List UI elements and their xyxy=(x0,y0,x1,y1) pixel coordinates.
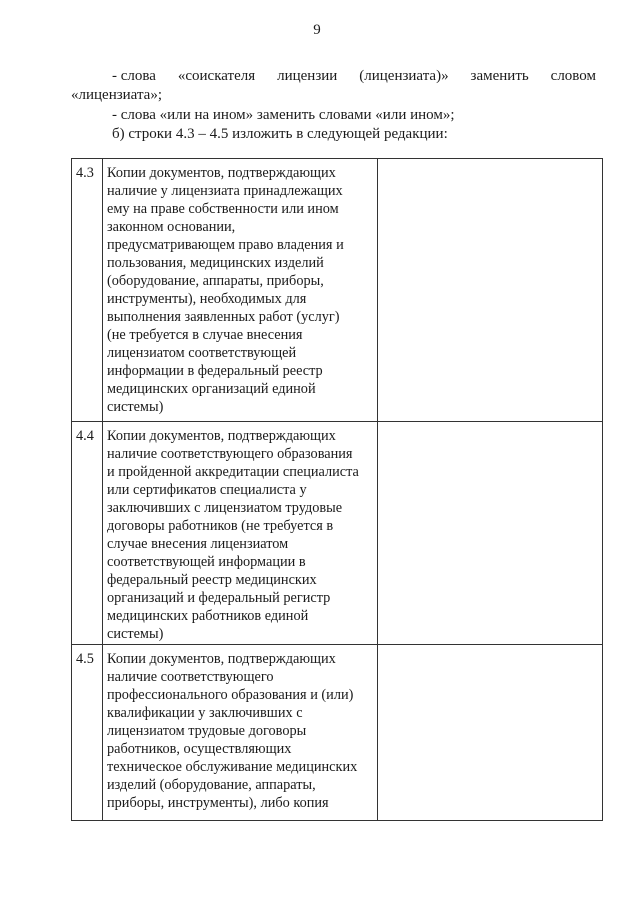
text-line: ему на праве собственности или ином xyxy=(107,201,339,217)
table-row xyxy=(72,645,603,821)
text-line: инструменты), необходимых для xyxy=(107,291,307,307)
text-line: законном основании, xyxy=(107,219,236,235)
empty-cell xyxy=(378,159,603,422)
intro-line-4: б) строки 4.3 – 4.5 изложить в следующей редакции: xyxy=(112,126,448,142)
intro-line-1 xyxy=(112,67,596,86)
text-line: договоры работников (не требуется в xyxy=(107,518,334,534)
text-line: приборы, инструменты), либо копия xyxy=(107,795,329,811)
text-line: соответствующей информации в xyxy=(107,554,306,570)
text-line: (не требуется в случае внесения xyxy=(107,327,303,343)
text-line: работников, осуществляющих xyxy=(107,741,292,757)
row-number: 4.5 xyxy=(72,645,103,821)
text-line: или сертификатов специалиста у xyxy=(107,482,307,498)
intro-word: - слова xyxy=(112,68,156,84)
table-row xyxy=(72,422,603,645)
empty-cell xyxy=(378,645,603,821)
row-number: 4.4 xyxy=(72,422,103,645)
intro-word: словом xyxy=(550,68,596,84)
text-line: выполнения заявленных работ (услуг) xyxy=(107,309,340,325)
text-line: предусматривающем право владения и xyxy=(107,237,344,253)
text-line: системы) xyxy=(107,626,164,642)
text-line: техническое обслуживание медицинских xyxy=(107,759,358,775)
intro-word: заменить xyxy=(470,68,529,84)
intro-word: «соискателя xyxy=(177,68,256,84)
row-description xyxy=(103,645,378,821)
text-line: изделий (оборудование, аппараты, xyxy=(107,777,316,793)
text-line: лицензиатом трудовые договоры xyxy=(107,723,307,739)
empty-cell xyxy=(378,422,603,645)
text-line: квалификации у заключивших с xyxy=(107,705,303,721)
text-line: пользования, медицинских изделий xyxy=(107,255,324,271)
row-description xyxy=(103,159,378,422)
text-line: Копии документов, подтверждающих xyxy=(107,165,336,181)
text-line: профессионального образования и (или) xyxy=(107,687,354,703)
text-line: случае внесения лицензиатом xyxy=(107,536,289,552)
text-line: Копии документов, подтверждающих xyxy=(107,651,336,667)
text-line: медицинских работников единой xyxy=(107,608,309,624)
text-line: медицинских организаций единой xyxy=(107,381,316,397)
text-line: информации в федеральный реестр xyxy=(107,363,323,379)
text-line: организаций и федеральный регистр xyxy=(107,590,331,606)
text-line: Копии документов, подтверждающих xyxy=(107,428,336,444)
text-line: наличие соответствующего образования xyxy=(107,446,353,462)
intro-line-3: - слова «или на ином» заменить словами «или ином»; xyxy=(112,107,455,123)
amendment-table xyxy=(71,158,603,821)
text-line: федеральный реестр медицинских xyxy=(107,572,317,588)
text-line: и пройденной аккредитации специалиста xyxy=(107,464,359,480)
intro-line-2: «лицензиата»; xyxy=(71,87,163,103)
text-line: (оборудование, аппараты, приборы, xyxy=(107,273,324,289)
page-number: 9 xyxy=(313,22,321,38)
table-row xyxy=(72,159,603,422)
text-line: наличие соответствующего xyxy=(107,669,274,685)
intro-word: лицензии xyxy=(277,68,338,84)
row-description xyxy=(103,422,378,645)
intro-word: (лицензиата)» xyxy=(359,68,449,84)
text-line: системы) xyxy=(107,399,164,415)
text-line: наличие у лицензиата принадлежащих xyxy=(107,183,343,199)
text-line: лицензиатом соответствующей xyxy=(107,345,297,361)
text-line: заключивших с лицензиатом трудовые xyxy=(107,500,343,516)
row-number: 4.3 xyxy=(72,159,103,422)
